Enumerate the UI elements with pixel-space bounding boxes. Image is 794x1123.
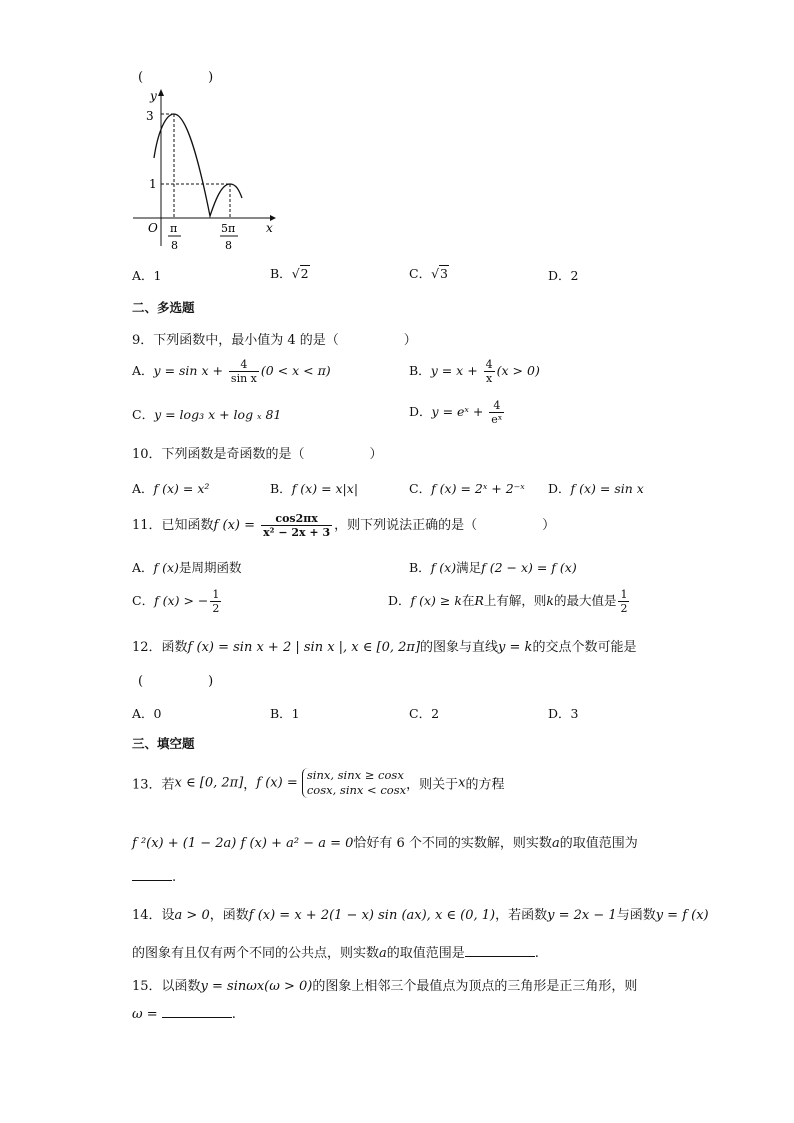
denominator: eˣ (491, 413, 503, 426)
q9-option-d[interactable] (409, 399, 506, 426)
numerator: 4 (485, 358, 493, 371)
option-prefix: B． (270, 266, 292, 281)
q11-option-b[interactable] (409, 558, 577, 576)
case: sinx, sinx ≥ cosx (306, 768, 404, 782)
stem-text: ，函数 (209, 908, 249, 923)
stem-text: 的图象有且仅有两个不同的公共点，则实数 (132, 946, 380, 961)
stem-text: 14．设 (132, 908, 175, 923)
numerator: cos2πx (261, 512, 332, 526)
fraction (489, 399, 504, 426)
q8-option-b[interactable] (270, 264, 310, 282)
option-prefix: B． (270, 481, 292, 496)
stem-text: 与函数 (616, 908, 656, 923)
q9-option-b[interactable] (409, 358, 540, 385)
sqrt-symbol: √ (291, 266, 300, 281)
option-text: 在 (461, 593, 475, 608)
option-text: 是周期函数 (178, 560, 242, 575)
x-axis-label: x (266, 221, 273, 235)
tick-pi-den: 8 (171, 239, 178, 252)
q15-answer-line (132, 1005, 236, 1022)
option-prefix: A． (132, 481, 154, 496)
expr: ω = (132, 1007, 162, 1022)
expr: f (2 − x) = f (x) (481, 560, 577, 575)
option-prefix: A． (132, 560, 154, 575)
q11-stem (132, 512, 555, 539)
option-prefix: B． (409, 560, 431, 575)
numerator: 4 (229, 358, 259, 372)
expr: f (x) ≥ k (410, 593, 462, 608)
numerator: 1 (212, 588, 220, 601)
q11-option-d[interactable] (388, 588, 631, 615)
expr: R (474, 593, 484, 608)
section-title-multiple-choice: 二、多选题 (132, 300, 195, 315)
expr: f (x) (153, 560, 179, 575)
sqrt-value: 2 (300, 266, 309, 281)
stem-text: 13．若 (132, 777, 175, 793)
q10-option-c[interactable] (409, 479, 525, 497)
q12-option-c[interactable]: C．2 (409, 706, 440, 721)
q13-answer-line[interactable] (132, 868, 176, 885)
expr: y = sin x + (153, 363, 227, 378)
option-prefix: D． (548, 481, 571, 496)
option-prefix: C． (132, 593, 155, 608)
expr: y = log₃ x + log ₓ 81 (154, 407, 282, 422)
option-prefix: D． (388, 593, 411, 608)
tick-pi-num: π (170, 222, 178, 235)
tick-5pi-den: 8 (225, 239, 232, 252)
piecewise (302, 768, 406, 798)
period: . (172, 870, 177, 885)
fraction (618, 588, 629, 615)
option-text: 满足 (456, 560, 482, 575)
sqrt-symbol: √ (431, 266, 440, 281)
stem-text: 的图象上相邻三个最值点为顶点的三角形是正三角形，则 (312, 979, 638, 994)
sqrt-value: 3 (440, 266, 448, 281)
q13-equation-line (132, 832, 638, 851)
option-prefix: C． (132, 407, 155, 422)
denominator: 2 (212, 602, 220, 615)
q13-stem (132, 768, 504, 798)
denominator: 2 (620, 602, 628, 615)
q8-graph (128, 86, 278, 256)
stem-text: 的取值范围为 (559, 836, 638, 851)
tick-5pi-num: 5π (221, 222, 236, 235)
expr: y = 2x − 1 (547, 908, 617, 923)
numerator: 1 (620, 588, 628, 601)
option-prefix: D． (409, 404, 432, 419)
answer-blank[interactable] (162, 1005, 232, 1018)
stem-text: ，则关于 (406, 777, 459, 793)
expr: f (x) = sin x + 2 | sin x |, x ∈ [0, 2π] (187, 640, 421, 655)
q12-option-a[interactable]: A．0 (132, 706, 162, 721)
denominator: x (486, 372, 493, 385)
expr: f (x) = sin x (570, 481, 644, 496)
fraction (261, 512, 332, 539)
expr: (0 < x < π) (260, 363, 331, 378)
answer-blank[interactable] (132, 868, 172, 881)
option-prefix: B． (409, 363, 431, 378)
expr: y = sinωx(ω > 0) (200, 979, 313, 994)
expr: x (458, 775, 466, 791)
period: . (534, 946, 539, 961)
q12-stem (132, 636, 636, 655)
q8-answer-bracket: ( ) (138, 70, 214, 85)
stem-text: ， (243, 777, 257, 793)
q10-option-a[interactable] (132, 479, 209, 497)
expr: a (379, 946, 387, 961)
q14-stem-line2 (132, 942, 539, 961)
option-text: 上有解，则 (483, 593, 547, 608)
q12-option-d[interactable]: D．3 (548, 706, 579, 721)
expr: f (x) = (256, 775, 302, 791)
q9-option-a[interactable] (132, 358, 331, 385)
q10-stem: 10．下列函数是奇函数的是（ ） (132, 447, 383, 462)
tick-3: 3 (146, 109, 154, 123)
origin-label: O (148, 221, 158, 235)
option-text: 的最大值是 (553, 593, 617, 608)
expr: y = f (x) (655, 908, 709, 923)
q12-option-b[interactable]: B．1 (270, 706, 300, 721)
stem-text: 12．函数 (132, 640, 188, 655)
q14-stem (132, 904, 709, 923)
expr: f ²(x) + (1 − 2a) f (x) + a² − a = 0 (132, 836, 354, 851)
q9-stem: 9．下列函数中，最小值为 4 的是（ ） (132, 333, 417, 348)
q8-option-a[interactable]: A．1 (132, 268, 162, 283)
expr: f (x) = 2ˣ + 2⁻ˣ (431, 481, 525, 496)
option-prefix: C． (409, 266, 432, 281)
stem-text: ，若函数 (495, 908, 548, 923)
option-prefix: C． (409, 481, 432, 496)
expr: a (551, 836, 560, 851)
section-title-fill-in: 三、填空题 (132, 736, 195, 751)
expr: (x > 0) (496, 363, 540, 378)
y-axis-label: y (150, 89, 157, 103)
expr: f (x) = (213, 518, 260, 533)
fraction (484, 358, 495, 385)
stem-text: 的交点个数可能是 (532, 640, 637, 655)
q8-option-d[interactable]: D．2 (548, 268, 579, 283)
q9-option-c[interactable] (132, 405, 281, 423)
expr: f (x) = x + 2(1 − x) sin (ax), x ∈ (0, 1) (248, 908, 496, 923)
q11-option-a[interactable] (132, 558, 241, 576)
denominator: x² − 2x + 3 (263, 526, 331, 539)
q15-stem (132, 975, 637, 994)
expr: k (546, 593, 554, 608)
expr: f (x) = x|x| (291, 481, 359, 496)
expr: a > 0 (174, 908, 210, 923)
expr: y = x + (430, 363, 482, 378)
q12-answer-bracket: ( ) (138, 674, 214, 689)
q10-option-b[interactable] (270, 479, 358, 497)
fraction (210, 588, 221, 615)
stem-text: 15．以函数 (132, 979, 201, 994)
q8-option-c[interactable] (409, 264, 449, 282)
y-axis-arrow (158, 89, 164, 96)
stem-text: 的图象与直线 (420, 640, 499, 655)
stem-text: ，则下列说法正确的是（ ） (334, 518, 556, 533)
stem-text: 的方程 (465, 777, 505, 793)
graph-curve (154, 114, 242, 216)
tick-1: 1 (149, 177, 157, 191)
stem-text: 的取值范围是 (386, 946, 465, 961)
numerator: 4 (489, 399, 504, 413)
stem-text: 恰好有 6 个不同的实数解，则实数 (353, 836, 552, 851)
expr: x ∈ [0, 2π] (174, 775, 244, 791)
expr: y = k (498, 640, 533, 655)
period: . (231, 1007, 236, 1022)
denominator: sin x (230, 372, 257, 385)
q10-option-d[interactable] (548, 479, 644, 497)
fraction (229, 358, 259, 385)
stem-text: 11．已知函数 (132, 518, 214, 533)
expr: f (x) = x² (153, 481, 210, 496)
expr: y = eˣ + (431, 404, 488, 419)
option-prefix: A． (132, 363, 154, 378)
expr: f (x) > − (154, 593, 209, 608)
expr: f (x) (430, 560, 457, 575)
answer-blank[interactable] (465, 944, 535, 957)
case: cosx, sinx < cosx (306, 783, 407, 797)
q11-option-c[interactable] (132, 588, 223, 615)
